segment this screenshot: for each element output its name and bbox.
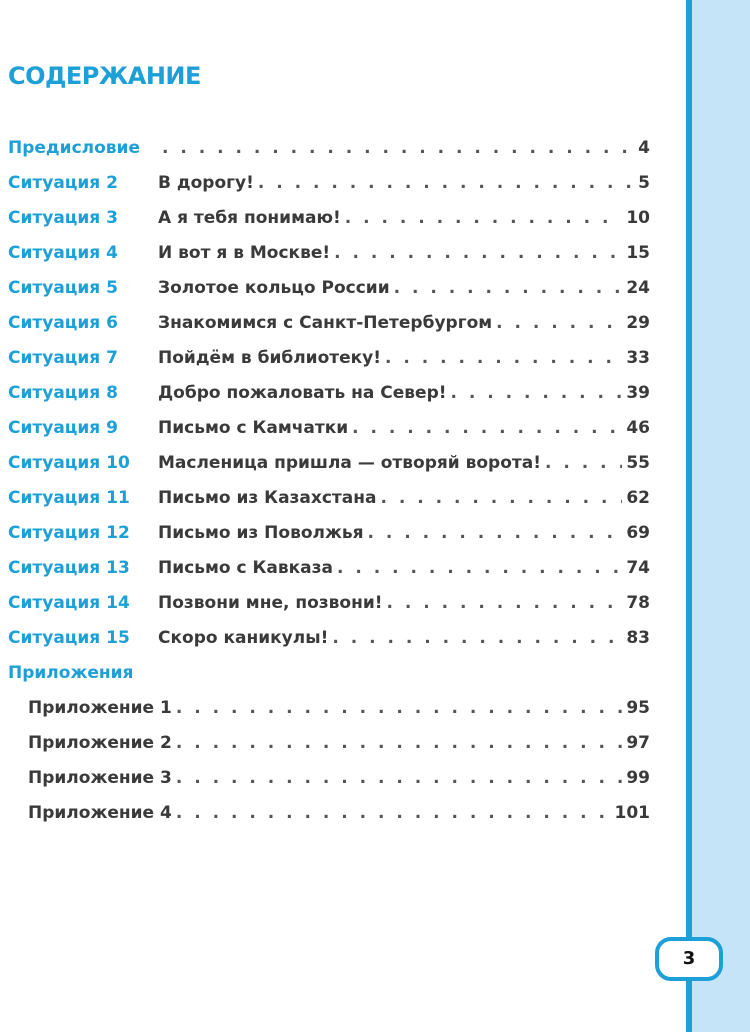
toc-label: Ситуация 10 bbox=[8, 453, 130, 473]
toc-label: Ситуация 14 bbox=[8, 593, 130, 613]
toc-leader-dots bbox=[394, 271, 623, 306]
appendix-page: 99 bbox=[626, 768, 650, 788]
appendix-page: 95 bbox=[626, 698, 650, 718]
toc-leader-dots bbox=[258, 166, 634, 201]
toc-page: 62 bbox=[626, 488, 650, 508]
table-of-contents bbox=[0, 131, 650, 831]
appendix-page: 97 bbox=[626, 733, 650, 753]
toc-page: 55 bbox=[626, 453, 650, 473]
toc-title: Письмо с Камчатки bbox=[158, 418, 349, 438]
toc-leader-dots bbox=[385, 341, 622, 376]
toc-leader-dots bbox=[337, 551, 622, 586]
toc-row[interactable] bbox=[0, 586, 650, 621]
toc-row-preface[interactable] bbox=[0, 131, 650, 166]
toc-leader-dots bbox=[162, 131, 634, 166]
toc-label: Ситуация 8 bbox=[8, 383, 118, 403]
page-title: СОДЕРЖАНИЕ bbox=[8, 62, 201, 90]
toc-title: Письмо из Казахстана bbox=[158, 488, 377, 508]
toc-page: 33 bbox=[626, 348, 650, 368]
page-number-badge: 3 bbox=[655, 937, 723, 981]
toc-row[interactable] bbox=[0, 271, 650, 306]
toc-leader-dots bbox=[176, 796, 611, 831]
toc-leader-dots bbox=[545, 446, 622, 481]
toc-page: 46 bbox=[626, 418, 650, 438]
appendix-row[interactable] bbox=[0, 796, 650, 831]
toc-label: Ситуация 15 bbox=[8, 628, 130, 648]
side-band bbox=[686, 0, 750, 1032]
toc-row[interactable] bbox=[0, 201, 650, 236]
toc-label: Ситуация 13 bbox=[8, 558, 130, 578]
toc-page: 15 bbox=[626, 243, 650, 263]
appendix-title: Приложение 4 bbox=[28, 803, 172, 823]
appendix-heading: Приложения bbox=[8, 663, 134, 683]
toc-row[interactable] bbox=[0, 481, 650, 516]
toc-label: Ситуация 9 bbox=[8, 418, 118, 438]
toc-row[interactable] bbox=[0, 306, 650, 341]
side-line bbox=[686, 0, 692, 1032]
toc-row[interactable] bbox=[0, 376, 650, 411]
toc-title: Письмо из Поволжья bbox=[158, 523, 364, 543]
toc-title: В дорогу! bbox=[158, 173, 254, 193]
toc-leader-dots bbox=[368, 516, 623, 551]
toc-title: Позвони мне, позвони! bbox=[158, 593, 383, 613]
toc-page: 5 bbox=[638, 173, 650, 193]
toc-label: Ситуация 3 bbox=[8, 208, 118, 228]
toc-row[interactable] bbox=[0, 411, 650, 446]
toc-row[interactable] bbox=[0, 236, 650, 271]
toc-leader-dots bbox=[496, 306, 622, 341]
toc-title: Письмо с Кавказа bbox=[158, 558, 333, 578]
toc-page: 39 bbox=[626, 383, 650, 403]
appendix-title: Приложение 1 bbox=[28, 698, 172, 718]
toc-leader-dots bbox=[176, 691, 623, 726]
toc-page: 29 bbox=[626, 313, 650, 333]
toc-page: 24 bbox=[626, 278, 650, 298]
toc-leader-dots bbox=[345, 201, 623, 236]
appendix-page: 101 bbox=[614, 803, 650, 823]
appendix-row[interactable] bbox=[0, 726, 650, 761]
toc-label: Ситуация 6 bbox=[8, 313, 118, 333]
toc-leader-dots bbox=[176, 726, 623, 761]
appendix-row[interactable] bbox=[0, 691, 650, 726]
toc-row[interactable] bbox=[0, 516, 650, 551]
toc-page: 78 bbox=[626, 593, 650, 613]
toc-page: 83 bbox=[626, 628, 650, 648]
toc-label: Ситуация 7 bbox=[8, 348, 118, 368]
toc-leader-dots bbox=[451, 376, 623, 411]
toc-row[interactable] bbox=[0, 621, 650, 656]
toc-title: Добро пожаловать на Север! bbox=[158, 383, 447, 403]
toc-page: 74 bbox=[626, 558, 650, 578]
toc-label: Ситуация 5 bbox=[8, 278, 118, 298]
appendix-title: Приложение 2 bbox=[28, 733, 172, 753]
appendix-row[interactable] bbox=[0, 761, 650, 796]
toc-row[interactable] bbox=[0, 341, 650, 376]
toc-label: Предисловие bbox=[8, 138, 140, 158]
toc-leader-dots bbox=[176, 761, 623, 796]
toc-title: И вот я в Москве! bbox=[158, 243, 331, 263]
toc-leader-dots bbox=[352, 411, 622, 446]
toc-leader-dots bbox=[387, 586, 623, 621]
toc-leader-dots bbox=[380, 481, 622, 516]
toc-label: Ситуация 2 bbox=[8, 173, 118, 193]
toc-title: Масленица пришла — отворяй ворота! bbox=[158, 453, 541, 473]
toc-page: 10 bbox=[626, 208, 650, 228]
appendix-title: Приложение 3 bbox=[28, 768, 172, 788]
toc-row[interactable] bbox=[0, 551, 650, 586]
toc-page: 69 bbox=[626, 523, 650, 543]
toc-label: Ситуация 11 bbox=[8, 488, 130, 508]
toc-label: Ситуация 12 bbox=[8, 523, 130, 543]
toc-title: Знакомимся с Санкт-Петербургом bbox=[158, 313, 493, 333]
toc-title: Пойдём в библиотеку! bbox=[158, 348, 382, 368]
toc-row[interactable] bbox=[0, 166, 650, 201]
toc-leader-dots bbox=[334, 236, 622, 271]
toc-leader-dots bbox=[332, 621, 622, 656]
toc-row[interactable] bbox=[0, 446, 650, 481]
toc-page: 4 bbox=[638, 138, 650, 158]
toc-title: Скоро каникулы! bbox=[158, 628, 329, 648]
toc-title: А я тебя понимаю! bbox=[158, 208, 341, 228]
toc-label: Ситуация 4 bbox=[8, 243, 118, 263]
toc-title: Золотое кольцо России bbox=[158, 278, 390, 298]
